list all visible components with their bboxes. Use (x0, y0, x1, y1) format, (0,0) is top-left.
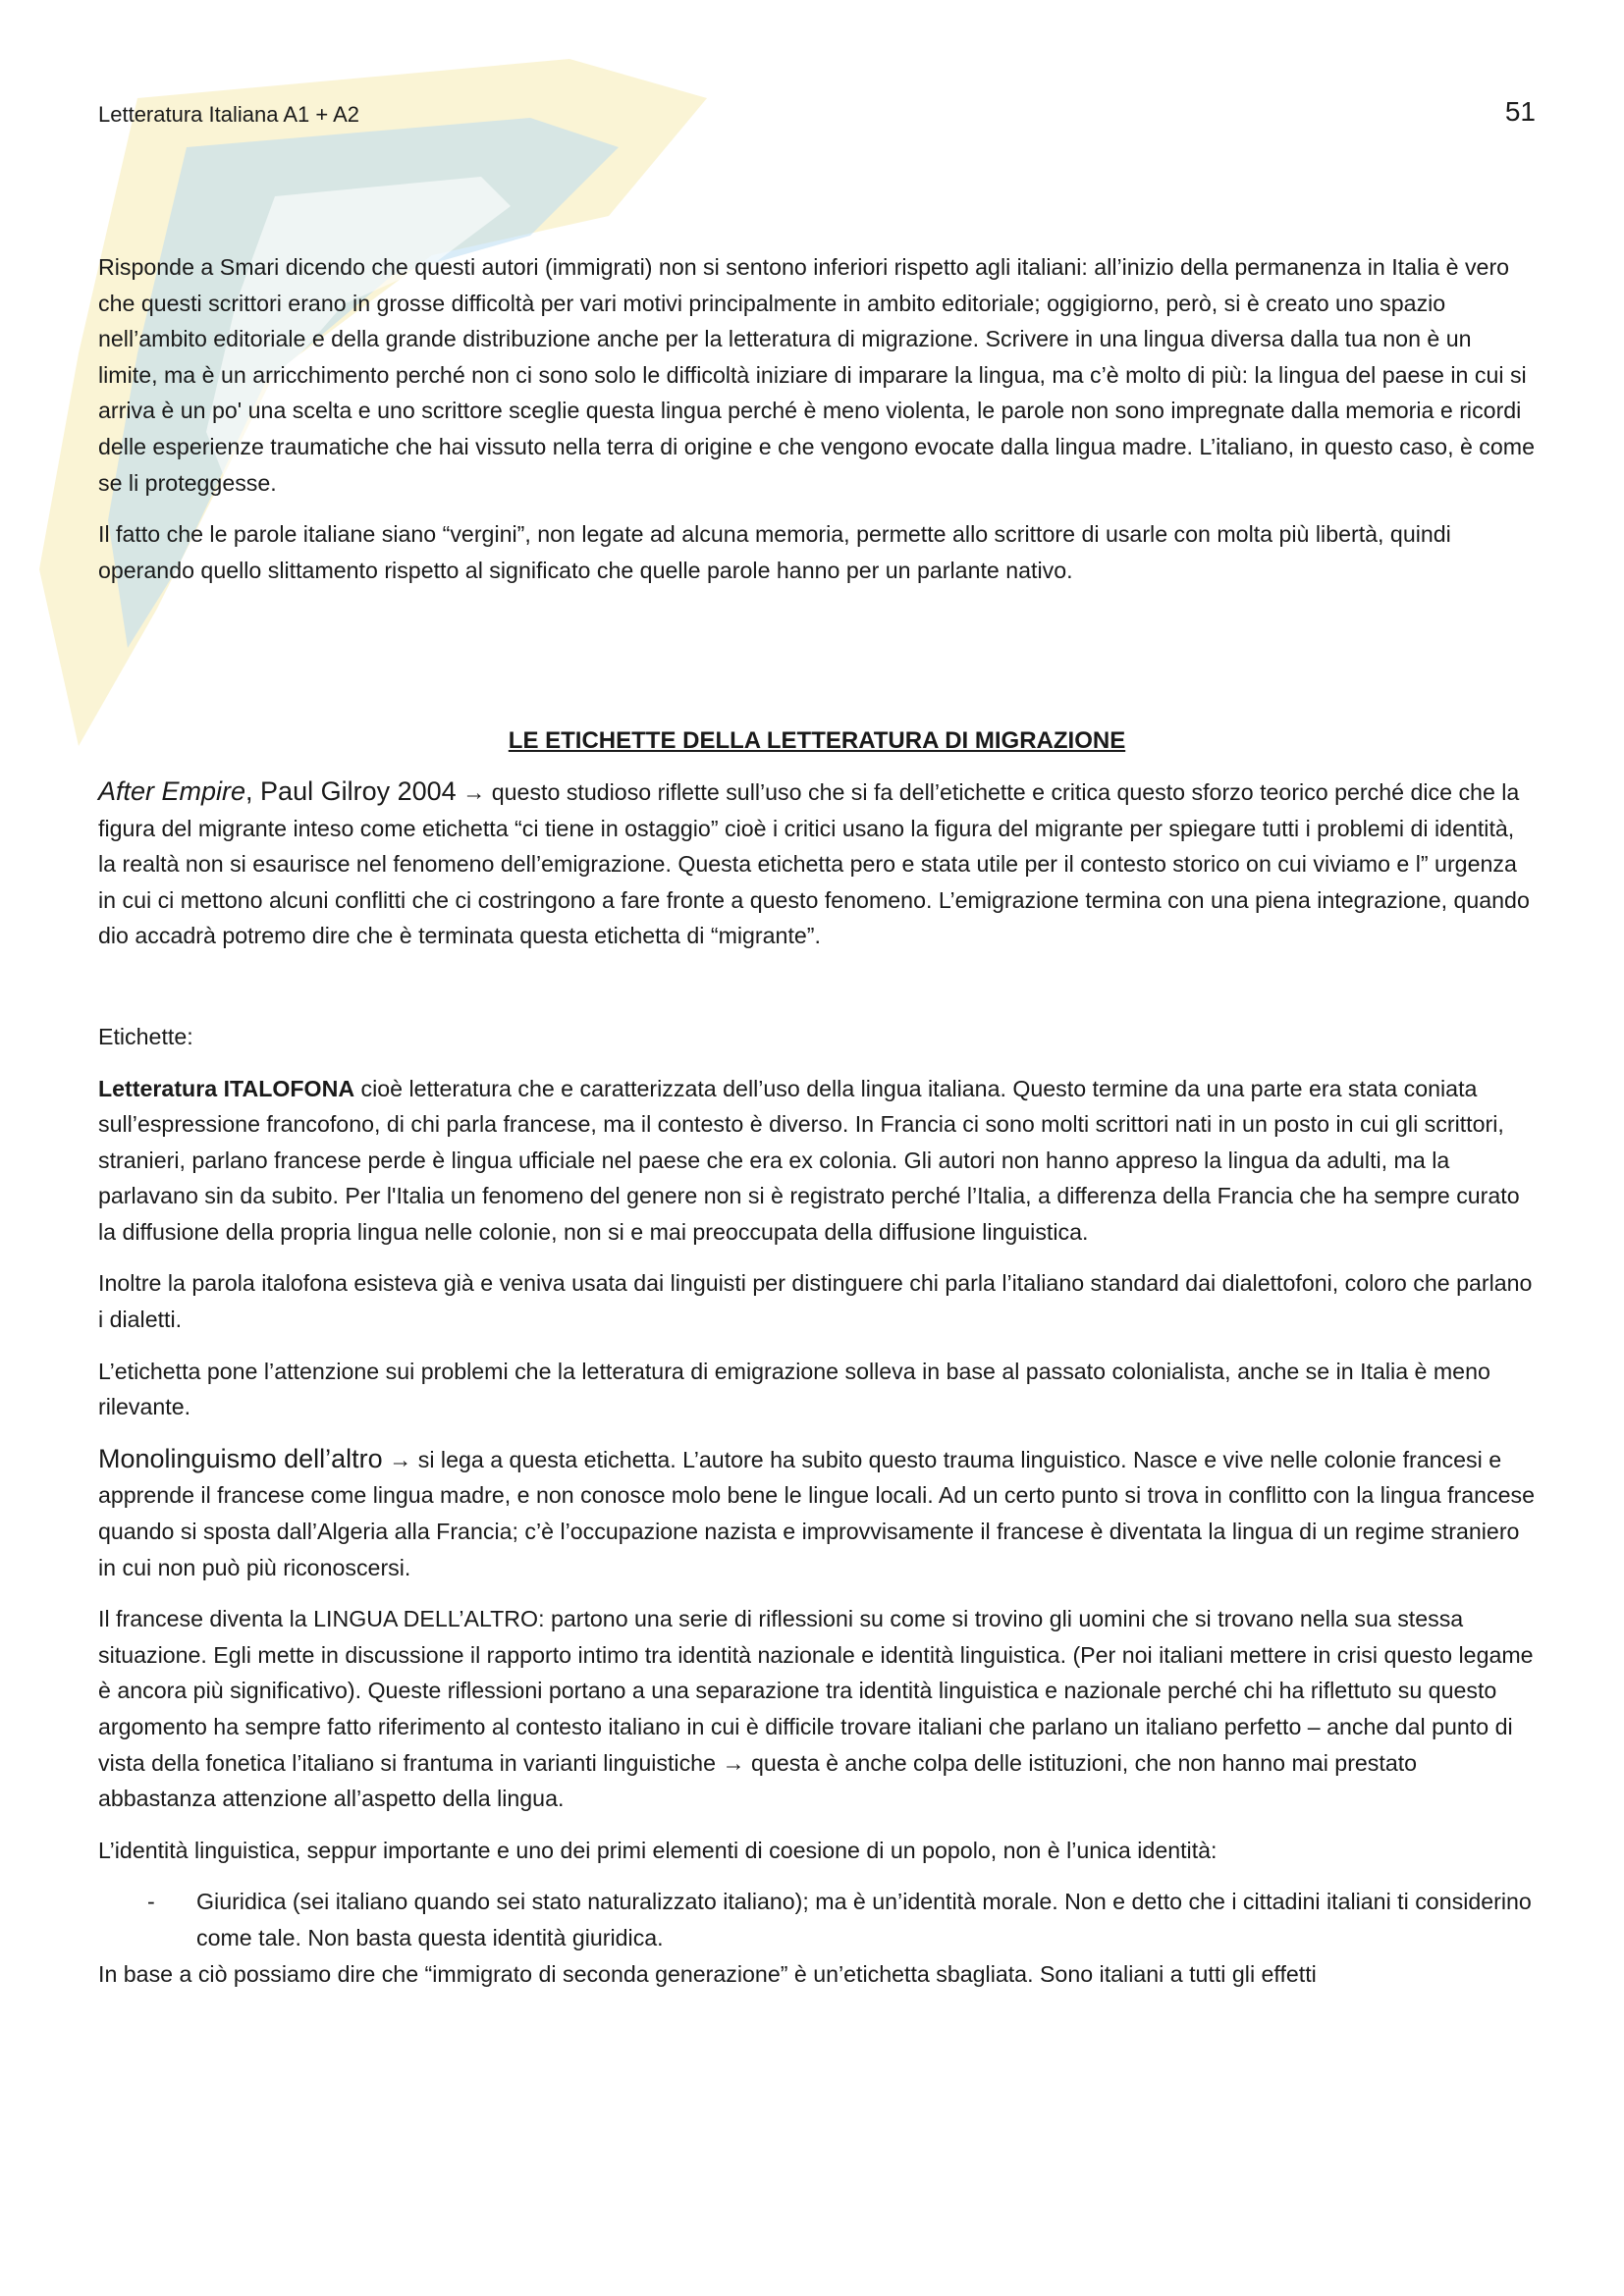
arrow-icon: → (462, 778, 486, 805)
document-body (98, 249, 1536, 2007)
identity-list (98, 1884, 1536, 1955)
paragraph-after-empire-text: questo studioso riflette sull’uso che si fa dell’etichette e critica questo sforzo teorico perché dice che la figura del migrante inteso come etichetta “ci tiene in ostaggio” cioè i critici usano la figura del migrante per spiegare tutti i problemi di identità, la realtà non si esaurisce nel fenomeno dell’emigrazione. Questa etichetta pero e stata utile per il contesto storico on cui viviamo e l” urgenza in cui ci mettono alcuni conflitti che ci costringono a fare fronte a questo fenomeno. L’emigrazione termina con una piena integrazione, quando dio accadrà potremo dire che è terminata questa etichetta di “migrante”. (98, 778, 1530, 949)
arrow-icon: → (722, 1749, 745, 1776)
italofona-term: Letteratura ITALOFONA (98, 1075, 355, 1101)
paragraph-lingua-altro-b: questa è anche colpa delle istituzioni, che non hanno mai prestato abbastanza attenzione all’aspetto della lingua. (98, 1749, 1418, 1812)
paragraph-monolinguismo (98, 1441, 1536, 1585)
paragraph-italofona-text: cioè letteratura che e caratterizzata dell’uso della lingua italiana. Questo termine da una parte era stata coniata sull’espressione francofono, di chi parla francese, ma il contesto è diverso. In Francia ci sono molti scrittori nati in un posto in cui gli scrittori, stranieri, parlano francese perde è lingua ufficiale nel paese che era ex colonia. Gli autori non hanno appreso la lingua da adulti, ma la parlavano sin da subito. Per l'Italia un fenomeno del genere non si è registrato perché l’Italia, a differenza della Francia che ha sempre curato la diffusione della propria lingua nelle colonie, non si e mai preoccupata della diffusione linguistica. (98, 1075, 1520, 1245)
etichette-label: Etichette: (98, 1023, 193, 1049)
page-number: 51 (1504, 96, 1536, 127)
paragraph-italofona (98, 1071, 1536, 1251)
paragraph-identita: L’identità linguistica, seppur importante e uno dei primi elementi di coesione di un popolo, non è l’unica identità: (98, 1837, 1218, 1863)
monolinguismo-term: Monolinguismo dell’altro (98, 1443, 383, 1473)
section-title: LE ETICHETTE DELLA LETTERATURA DI MIGRAZIONE (508, 727, 1126, 755)
page-header (98, 96, 1536, 141)
list-item-text: Giuridica (sei italiano quando sei stato naturalizzato italiano); ma è un’identità morale. Non e detto che i cittadini italiani ti considerino come tale. Non basta questa identità giuridica. (196, 1889, 1532, 1950)
paragraph-italofona-linguisti: Inoltre la parola italofona esisteva già e veniva usata dai linguisti per distinguere chi parla l’italiano standard dai dialettofoni, coloro che parlano i dialetti. (98, 1270, 1533, 1333)
paragraph-lingua-altro-a: Il francese diventa la LINGUA DELL’ALTRO: partono una serie di riflessioni su come si trovino gli uomini che si trovano nella sua stessa situazione. Egli mette in discussione il rapporto intimo tra identità nazionale e identità linguistica. (Per noi italiani mettere in crisi questo legame è ancora più significativo). Queste riflessioni portano a una separazione tra identità linguistica e nazionale perché chi ha riflettuto su questo argomento ha sempre fatto riferimento al contesto italiano in cui è difficile trovare italiani che parlano un italiano perfetto – anche dal punto di vista della fonetica l’italiano si frantuma in varianti linguistiche (98, 1606, 1534, 1776)
list-item (98, 1884, 1536, 1955)
paragraph-lingua-altro (98, 1601, 1536, 1817)
list-dash: - (147, 1889, 155, 1915)
paragraph-etichetta-colonialismo: L’etichetta pone l’attenzione sui problemi che la letteratura di emigrazione solleva in base al passato colonialista, anche se in Italia è meno rilevante. (98, 1358, 1490, 1420)
book-title-italic: After Empire (98, 775, 246, 806)
arrow-icon: → (389, 1446, 412, 1472)
paragraph-vergini: Il fatto che le parole italiane siano “vergini”, non legate ad alcuna memoria, permette allo scrittore di usarle con molta più libertà, quindi operando quello slittamento rispetto al significato che quelle parole hanno per un parlante nativo. (98, 521, 1451, 583)
paragraph-monolinguismo-text: si lega a questa etichetta. L’autore ha subito questo trauma linguistico. Nasce e vive nelle colonie francesi e apprende il francese come lingua madre, e non conosce molo bene le lingue locali. Ad un certo punto si trova in conflitto con la lingua francese quando si sposta dall’Algeria alla Francia; c’è l’occupazione nazista e improvvisamente il francese è diventata la lingua di un regime straniero in cui non può più riconoscersi. (98, 1446, 1535, 1580)
book-title (98, 776, 457, 806)
header-title: Letteratura Italiana A1 + A2 (98, 102, 360, 127)
paragraph-intro: Risponde a Smari dicendo che questi autori (immigrati) non si sentono inferiori rispetto agli italiani: all’inizio della permanenza in Italia è vero che questi scrittori erano in grosse difficoltà per vari motivi principalmente in ambito editoriale; oggigiorno, però, si è creato uno spazio nell’ambito editoriale e della grande distribuzione anche per la letteratura di migrazione. Scrivere in una lingua diversa dalla tua non è un limite, ma è un arricchimento perché non ci sono solo le difficoltà iniziare di imparare la lingua, ma c’è molto di più: la lingua del paese in cui si arriva è un po' una scelta e uno scrittore sceglie questa lingua perché è meno violenta, le parole non sono impregnate dalla memoria e ricordi delle esperienze traumatiche che hai vissuto nella terra di origine e che vengono evocate dalla lingua madre. L’italiano, in questo caso, è come se li proteggesse. (98, 254, 1535, 496)
paragraph-after-empire (98, 774, 1536, 954)
paragraph-seconda-generazione: In base a ciò possiamo dire che “immigrato di seconda generazione” è un’etichetta sbagliata. Sono italiani a tutti gli effetti (98, 1960, 1317, 1987)
book-author: , Paul Gilroy 2004 (245, 775, 457, 806)
